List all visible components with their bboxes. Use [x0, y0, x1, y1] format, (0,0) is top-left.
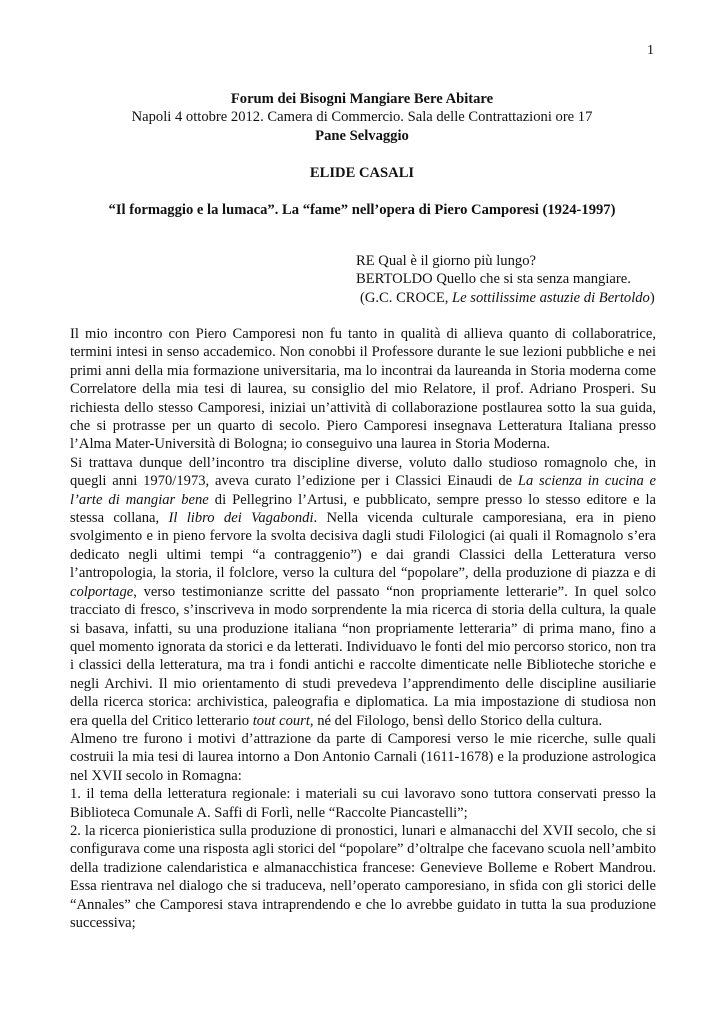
epigraph-line-1: RE Qual è il giorno più lungo? — [356, 253, 536, 269]
paragraph-2-italic-colportage: colportage — [70, 583, 134, 600]
epigraph-citation-post: ) — [649, 289, 655, 306]
paragraph-2-italic-vagabondi: Il libro dei Vagabondi — [168, 510, 314, 527]
event-title: Forum dei Bisogni Mangiare Bere Abitare — [230, 91, 494, 107]
event-details: Napoli 4 ottobre 2012. Camera di Commercio. Sala delle Contrattazioni ore 17 — [131, 109, 593, 126]
paragraph-2-italic-artusi: La scienza in cucina e l’arte di mangiar bene — [70, 473, 656, 508]
epigraph-citation-pre: (G.C. CROCE, — [360, 289, 453, 306]
paragraph-2-part-i: , né del Filologo, bensì dello Storico della cultura. — [309, 712, 603, 729]
epigraph-line-2: BERTOLDO Quello che si sta senza mangiare. — [356, 271, 631, 288]
event-header — [0, 90, 724, 145]
epigraph-citation — [356, 289, 656, 307]
paragraph-2 — [70, 454, 656, 730]
paragraph-2-part-a: Si trattava dunque dell’incontro tra discipline diverse, voluto dallo studioso romagnolo che, in quegli anni 1970/1973, aveva curato l’edizione per i Classici Einaudi de — [70, 454, 656, 490]
page-number: 1 — [647, 43, 654, 58]
paragraph-1: Il mio incontro con Piero Camporesi non fu tanto in qualità di allieva quanto di collaboratrice, termini intesi in senso accademico. Non conobbi il Professore durante le sue lezioni pubbliche e nei primi anni della mia formazione universitaria, ma lo incontrai da laureanda in Storia moderna come Correlatore della mia tesi di laurea, su consiglio del mio Relatore, il prof. Adriano Prosperi. Su richiesta dello stesso Camporesi, iniziai un’attività di collaborazione postlaurea sotto la sua guida, che si protrasse per un quarto di secolo. Piero Camporesi insegnava Letteratura Italiana presso l’Alma Mater-Università di Bologna; io conseguivo una laurea in Storia Moderna. — [70, 326, 656, 453]
event-session: Pane Selvaggio — [315, 127, 409, 144]
paragraph-2-italic-tout-court: tout court — [252, 712, 310, 729]
paper-title: “Il formaggio e la lumaca”. La “fame” nell’opera di Piero Camporesi (1924-1997) — [108, 202, 616, 218]
paragraph-2-part-c: di Pellegrino l’Artusi, e pubblicato, sempre presso lo stesso editore e la stessa collana, — [70, 491, 657, 527]
paragraph-2-part-e: . Nella vicenda culturale camporesiana, era in pieno svolgimento e in pieno fervore la svolta decisiva dagli studi Filologici (ai quali il Romagnolo s’era dedicato negli ultimi tempi “a contraggenio”) e dai grandi Classici della Letteratura verso l’antropologia, la storia, il folclore, verso la cultura del “popolare”, della produzione di piazza e di — [70, 510, 656, 582]
paragraph-3: Almeno tre furono i motivi d’attrazione da parte di Camporesi verso le mie ricerche, sulle quali costruii la mia tesi di laurea intorno a Don Antonio Carnali (1611-1678) e la produzione astrologica nel XVII secolo in Romagna: — [70, 730, 656, 784]
paragraph-2-part-g: , verso testimonianze scritte del passato “non propriamente letterarie”. In quel solco tracciato di fresco, s’inscriveva in modo sorprendente la mia ricerca di storia della cultura, la quale si basava, infatti, su una produzione italiana “non propriamente letteraria” di prima mano, fino a quel momento ignorata da storici e da letterati. Individuavo le fonti del mio percorso storico, non tra i classici della letteratura, ma tra i fondi antichi e raccolte dimenticate nelle Biblioteche storiche e negli Archivi. Il mio orientamento di studi prevedeva l’apprendimento delle discipline ausiliarie della ricerca storica: archivistica, paleografia e diplomatica. La mia impostazione di studiosa non era quella del Critico letterario — [70, 583, 656, 729]
epigraph-citation-work: Le sottilissime astuzie di Bertoldo — [452, 289, 650, 306]
list-item-2: 2. la ricerca pionieristica sulla produzione di pronostici, lunari e almanacchi del XVII secolo, che si configurava come una risposta agli storici del “popolare” d’oltralpe che facevano scuola nell’ambito della tradizione calendaristica e almanacchistica francese: Genevieve Bolleme e Robert Mandrou. Essa rientrava nel dialogo che si traduceva, nell’operato camporesiano, in sfida con gli storici delle “Annales” che Camporesi stava intraprendendo e che lo avrebbe guidato in tutta la sua produzione successiva; — [70, 822, 656, 931]
author-name: ELIDE CASALI — [309, 165, 415, 181]
epigraph — [356, 252, 656, 307]
list-item-1: 1. il tema della letteratura regionale: i materiali su cui lavoravo sono tuttora conservati presso la Biblioteca Comunale A. Saffi di Forlì, nelle “Raccolte Piancastelli”; — [70, 786, 656, 821]
body-text — [70, 325, 656, 932]
